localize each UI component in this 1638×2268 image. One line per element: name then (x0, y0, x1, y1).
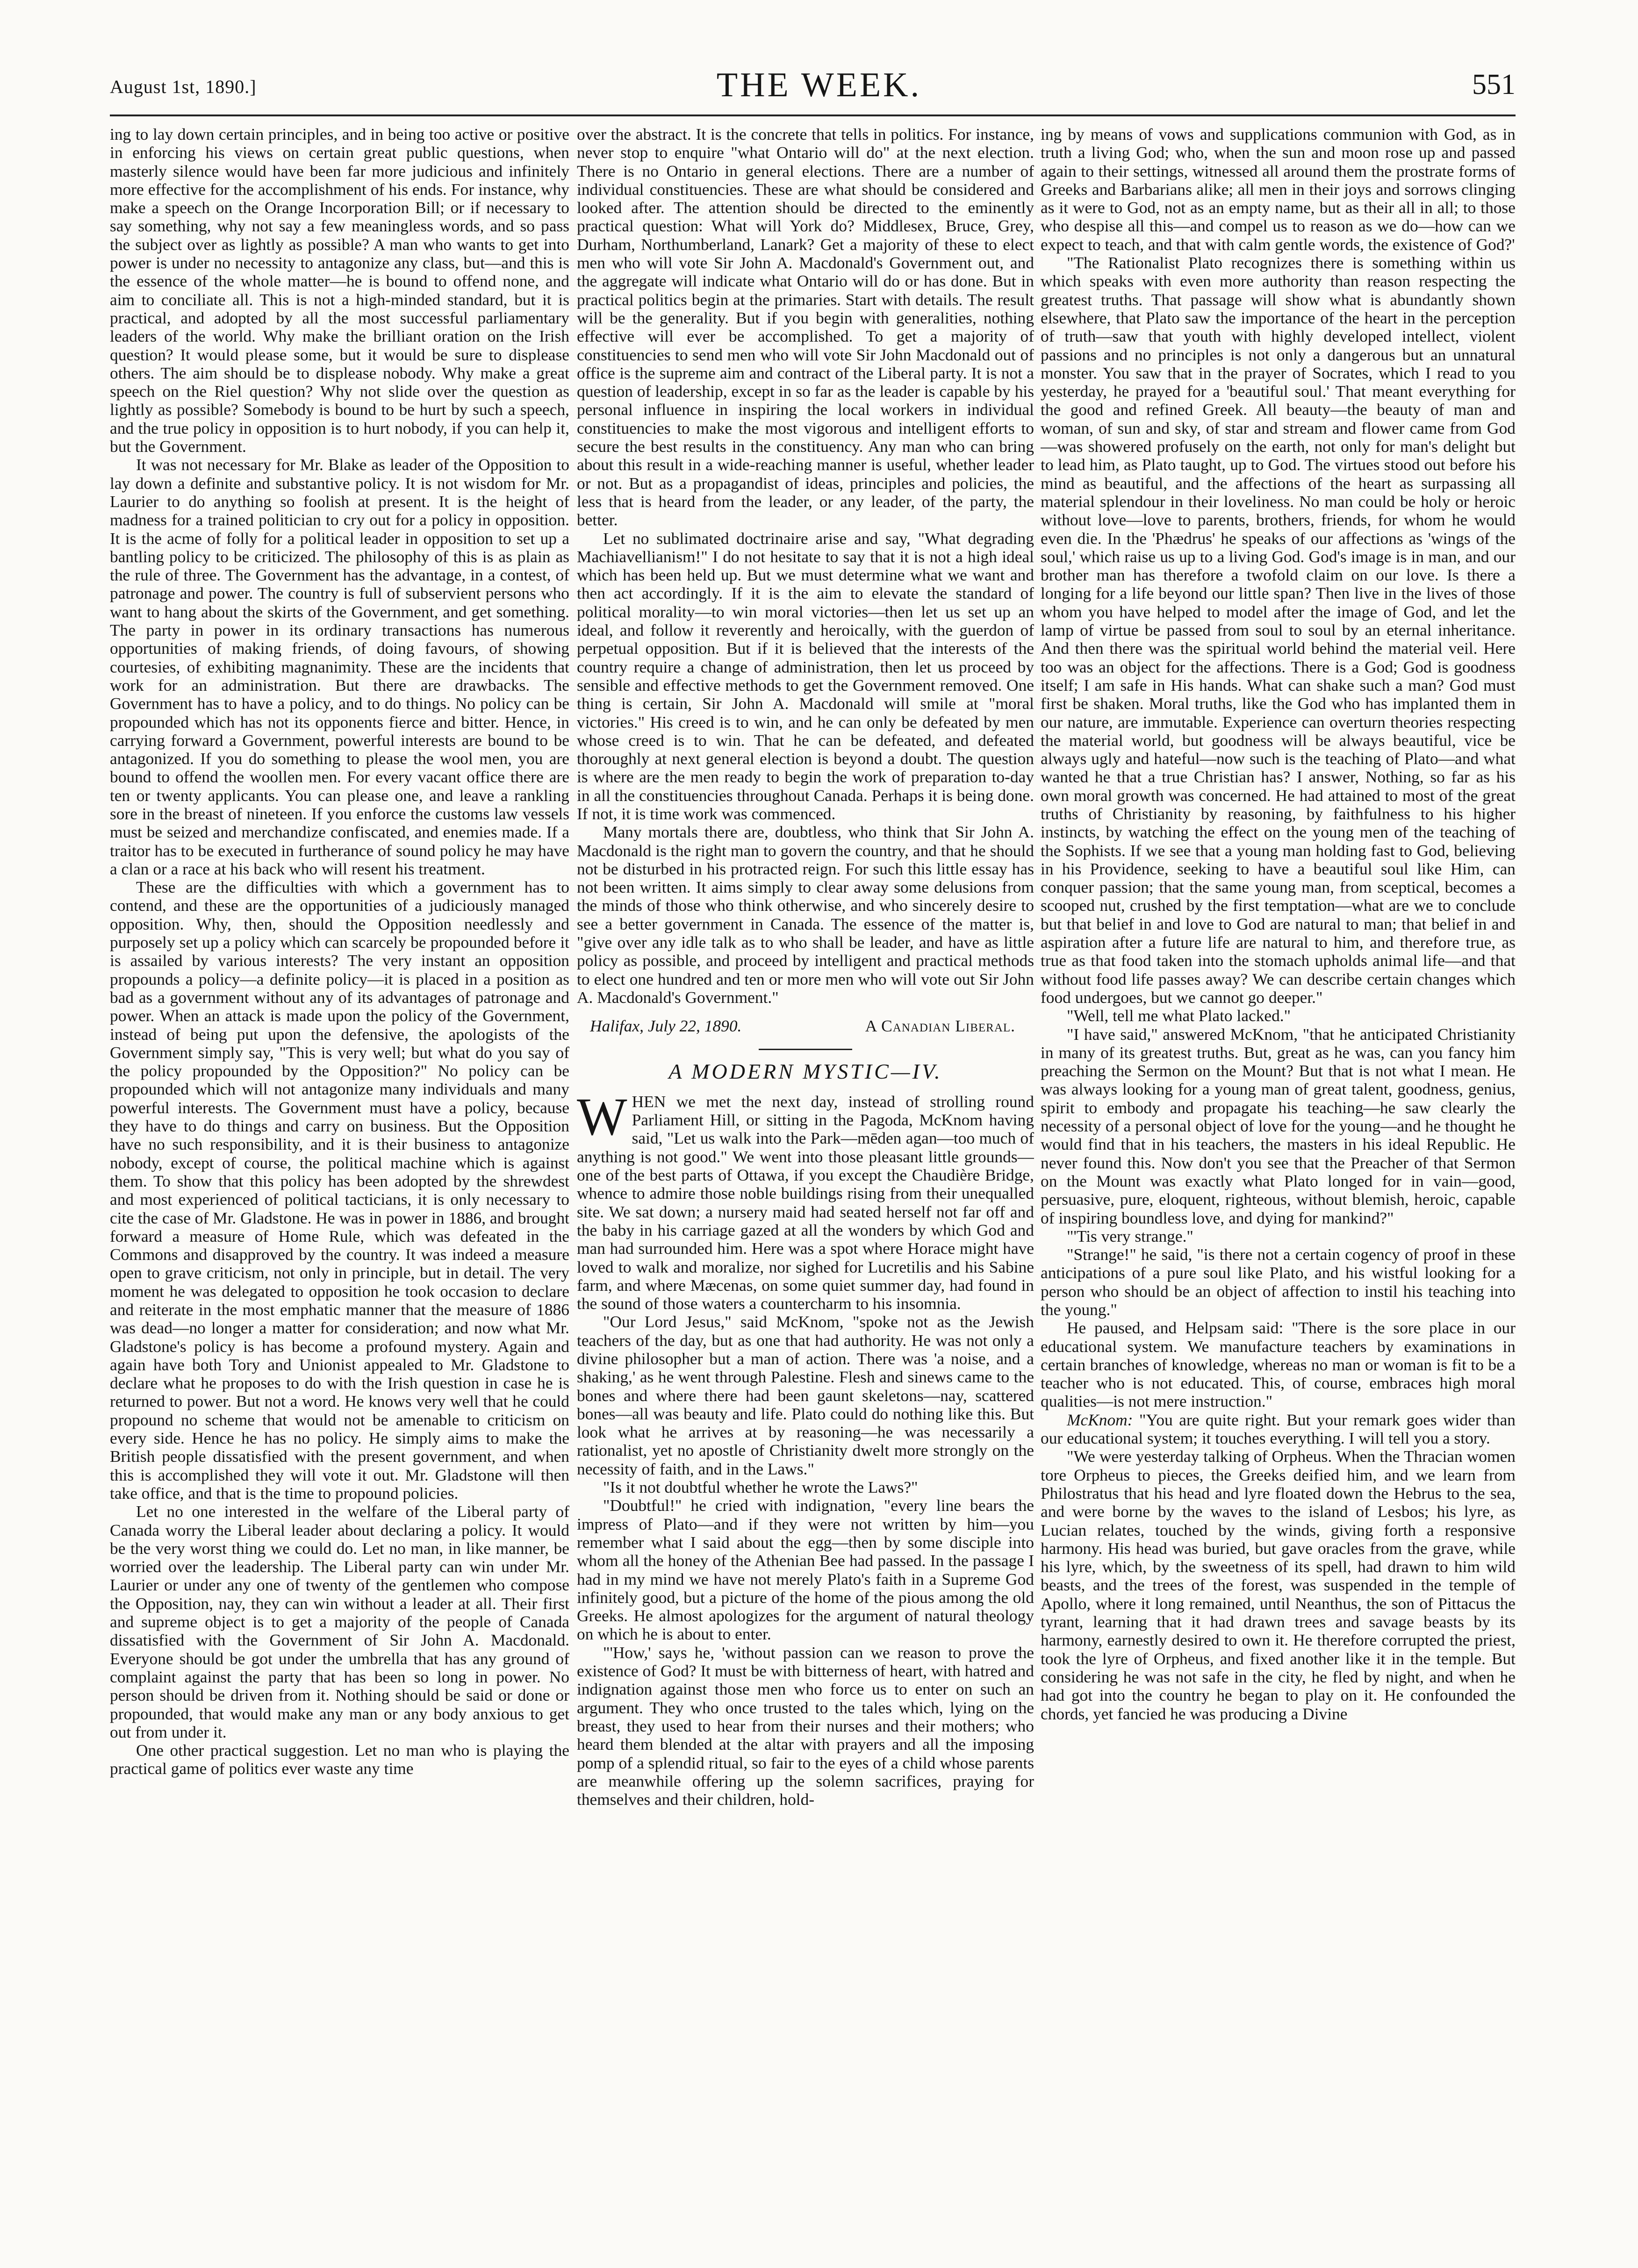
paragraph: "I have said," answered McKnom, "that he anticipated Christianity in many of its greatest truths. But, great as he was, can you fancy him preaching the Sermon on the Mount? But that is not what I mean. He was always looking for a young man of great talent, goodness, genius, spirit to embody and propagate his teaching—he saw clearly the necessity of a personal object of love for the young—and he thought he would find that in his teachers, the masters in his ideal Republic. He never found this. Now don't you see that the Preacher of that Sermon on the Mount was exactly what Plato longed for in vain—good, persuasive, pure, eloquent, righteous, without blemish, heroic, capable of inspiring boundless love, and dying for mankind?" (1041, 1024, 1516, 1227)
paragraph: over the abstract. It is the concrete that tells in politics. For instance, never stop to enquire "what Ontario will do" at the next election. There is no Ontario in general elections. There are a number of individual constituencies. These are what should be considered and looked after. The attention should be directed to the eminently practical question: What will York do? Middlesex, Bruce, Grey, Durham, Northumberland, Lanark? Get a majority of these to elect men who will vote Sir John A. Macdonald's Government out, and the aggregate will indicate what Ontario will do or has done. But in practical politics begin at the primaries. Start with details. The result will be the generality. But if you begin with generalities, nothing effective will ever be accomplished. To get a majority of constituencies to send men who will vote Sir John Macdonald out of office is the supreme aim and contract of the Liberal party. It is not a question of leadership, except in so far as the leader is capable by his personal influence in inspiring the local workers in individual constituencies to make the most vigorous and intelligent efforts to secure the best results in the constituency. Any man who can bring about this result in a wide-reaching manner is useful, whether leader or not. But as a propagandist of ideas, principles and policies, the less that is heard from the leader, or any leader, of the party, the better. (577, 125, 1034, 529)
page-number: 551 (1472, 69, 1516, 100)
paragraph: These are the difficulties with which a government has to contend, and these are the opportunities of a judiciously managed opposition. Why, then, should the Opposition needlessly and purposely set up a policy which can scarcely be propounded before it is assailed by various interests? The very instant an opposition propounds a policy—a definite policy—it is placed in a position as bad as a government without any of its advantages of patronage and power. When an attack is made upon the policy of the Government, instead of being put upon the defensive, the apologists of the Government simply say, "This is very well; but what do you say of the policy propounded by the Opposition?" No policy can be propounded which will not antagonize many individuals and many powerful interests. The Government must have a policy, because they have to do things and carry on business. But the Opposition have no such responsibility, and it is their business to antagonize nobody, except of course, the political machine which is against them. To show that this policy has been adopted by the shrewdest and most experienced of political tacticians, it is only necessary to cite the case of Mr. Gladstone. He was in power in 1886, and brought forward a measure of Home Rule, which was defeated in the Commons and disapproved by the country. It was indeed a measure open to grave criticism, not only in principle, but in detail. The very moment he was delegated to opposition he took occasion to declare and reiterate in the most emphatic manner that the measure of 1886 was dead—no longer a matter for consideration; and now what Mr. Gladstone's policy is has become a profound mystery. Again and again have both Tory and Unionist appealed to Mr. Gladstone to declare what he proposes to do with the Irish question in case he is returned to power. But not a word. He knows very well that he could propound no scheme that would not be amenable to criticism on every side. Hence he has no policy. He simply aims to make the British people dissatisfied with the present government, and when this is accomplished they will vote it out. Mr. Gladstone will then take office, and that is the time to propound policies. (110, 878, 569, 1502)
paragraph: "Well, tell me what Plato lacked." (1067, 1006, 1291, 1025)
paragraph: ing by means of vows and supplications communion with God, as in truth a living God; who, when the sun and moon rose up and passed again to their settings, witnessed all around them the prostrate forms of Greeks and Barbarians alike; all men in their joys and sorrows clinging as it were to God, not as an empty name, but as their all in all; to those who despise all this—and compel us to reason as we do—how can we expect to teach, and that with calm gentle words, the existence of God?' (1041, 125, 1516, 254)
paragraph: "The Rationalist Plato recognizes there is something within us which speaks with even more authority than reason respecting the greatest truths. That passage will show what is abundantly shown elsewhere, that Plato saw the importance of the heart in the perception of truth—saw that youth with highly developed intellect, violent passions and no principles is not only a dangerous but an unnatural monster. You saw that in the prayer of Socrates, which I read to you yesterday, he prayed for a 'beautiful soul.' That meant everything for the good and refined Greek. All beauty—the beauty of man and woman, of sun and sky, of star and stream and flower came from God—was showered profusely on the earth, not only for man's delight but to lead him, as Plato taught, up to God. The virtues stood out before his mind as beautiful, and the affections of the heart as surpassing all material splendour in their loveliness. No man could be holy or heroic without love—love to parents, brothers, friends, for whom he would even die. In the 'Phædrus' he speaks of our affections as 'wings of the soul,' which raise us up to a living God. God's image is in man, and our brother man has therefore a twofold claim on our love. Is there a longing for a life beyond our little span? Then live in the lives of those whom you have helped to model after the image of God, and let the lamp of virtue be passed from soul to soul by an eternal inheritance. And then there was the spiritual world behind the material veil. Here too was an object for the affections. There is a God; God is goodness itself; I am safe in His hands. What can shake such a man? God must first be shaken. Moral truths, like the God who has implanted them in our nature, are immutable. Experience can overturn theories respecting the material world, but goodness will be always beautiful, vice be always ugly and hateful—now such is the teaching of Plato—and what wanted he that a true Christian has? I answer, Nothing, so far as his own moral growth was concerned. He had attained to most of the great truths of Christianity by reasoning, by faithfulness to his higher instincts, by watching the effect on the young men of the teaching of the Sophists. If we see that a young man holding fast to God, believing in his Providence, seeking to have a beautiful soul like Him, can conquer passion; that the same young man, from sceptical, becomes a scooped nut, crushed by the first temptation—what are we to conclude but that belief in and love to God are natural to man; that belief in and aspiration after a future life are natural to him, and therefore true, as true as that food taken into the stomach upholds animal life—and that without food life passes away? We can describe certain changes which food undergoes, but we cannot go deeper." (1041, 253, 1516, 1007)
signature-place-date: Halifax, July 22, 1890. (590, 1016, 742, 1036)
paragraph: One other practical suggestion. Let no man who is playing the practical game of politics ever waste any time (110, 1741, 569, 1778)
issue-date: August 1st, 1890.] (110, 76, 257, 97)
paragraph: Many mortals there are, doubtless, who think that Sir John A. Macdonald is the right man to govern the country, and that he should not be disturbed in his protracted reign. For such this little essay has not been written. It aims simply to clear away some delusions from the minds of those who think otherwise, and who sincerely desire to see a better government in Canada. The essence of the matter is, "give over any idle talk as to who shall be leader, and have as little policy as possible, and proceed by intelligent and practical methods to elect one hundred and ten or more men who will vote out Sir John A. Macdonald's Government." (577, 823, 1034, 1007)
article-signature (577, 1017, 1034, 1035)
paragraph: "'Tis very strange." (1067, 1226, 1193, 1245)
page-header (0, 0, 1638, 107)
paragraph: It was not necessary for Mr. Blake as leader of the Opposition to lay down a definite and substantive policy. It is not wisdom for Mr. Laurier to do anything so foolish at present. It is the height of madness for a trained politician to cry out for a policy in opposition. It is the acme of folly for a political leader in opposition to set up a bantling policy to be criticized. The philosophy of this is as plain as the rule of three. The Government has the advantage, in a contest, of patronage and power. The country is full of subservient persons who want to hang about the skirts of the Government, and get something. The party in power in its ordinary transactions has numerous opportunities of making friends, of doing favours, of showing courtesies, of exhibiting magnanimity. These are the incidents that work for an administration. But there are drawbacks. The Government has to have a policy, and to do things. No policy can be propounded which has not its opponents fierce and bitter. Hence, in carrying forward a Government, powerful interests are bound to be antagonized. If you do something to please the wool men, you are bound to offend the woollen men. For every vacant office there are ten or twenty applicants. You can please one, and leave a rankling sore in the breast of nineteen. If you enforce the customs law vessels must be seized and merchandize confiscated, and enemies made. If a traitor has to be executed in furtherance of sound policy he may have a clan or a race at his back who will resent his treatment. (110, 455, 569, 878)
publication-title: THE WEEK. (716, 66, 922, 104)
paragraph: "We were yesterday talking of Orpheus. When the Thracian women tore Orpheus to pieces, the Greeks deified him, and we learn from Philostratus that his head and lyre floated down the Hebrus to the sea, and were borne by the waves to the island of Lesbos; his lyre, as Lucian relates, touched by the winds, giving forth a responsive harmony. His head was buried, but gave oracles from the grave, while his lyre, which, by the sweetness of its spell, had drawn to him wild beasts, and the trees of the forest, was suspended in the temple of Apollo, where it long remained, until Neanthus, the son of Pittacus the tyrant, learning that it had drawn trees and savage beasts by its harmony, earnestly desired to own it. He therefore corrupted the priest, took the lyre of Orpheus, and fixed another like it in the temple. But considering he was not safe in the city, he fled by night, and when he had got into the country he began to play on it. He confounded the chords, yet fancied he was producing a Divine (1041, 1447, 1516, 1723)
paragraph: "Our Lord Jesus," said McKnom, "spoke not as the Jewish teachers of the day, but as one that had authority. He was not only a divine philosopher but a man of action. There was 'a noise, and a shaking,' as he went through Palestine. Flesh and sinews came to the bones and where there had been gaunt skeletons—nay, scattered bones—all was beauty and life. Plato could do nothing like this. But look what he arrives at by reasoning—he was necessarily a rationalist, yet no apostle of Christianity dwelt more strongly on the necessity of faith, and in the Laws." (577, 1312, 1034, 1478)
paragraph-text: "You are quite right. But your remark goes wider than our educational system; it touches everything. I will tell you a story. (1041, 1410, 1516, 1448)
speaker-label: McKnom: (1067, 1410, 1133, 1429)
paragraph (577, 1087, 1034, 1313)
paragraph (1041, 1411, 1516, 1448)
column-1 (110, 125, 569, 2256)
section-divider (759, 1049, 852, 1050)
paragraph: He paused, and Helpsam said: "There is the sore place in our educational system. We manufacture teachers by examinations in certain branches of knowledge, whereas no man or woman is fit to be a teacher who is not educated. This, of course, embraces high moral qualities—is not mere instruction." (1041, 1318, 1516, 1411)
paragraph: "Is it not doubtful whether he wrote the Laws?" (603, 1478, 918, 1497)
drop-cap: W (577, 1087, 627, 1146)
paragraph: ing to lay down certain principles, and in being too active or positive in enforcing his views on certain great public questions, when masterly silence would have been far more judicious and infinitely more effective for the accomplishment of his ends. For instance, why make a speech on the Orange Incorporation Bill; or if necessary to say something, why not say a few meaningless words, and so pass the subject over as lightly as possible? A man who wants to get into power is under no necessity to antagonize any class, but—and this is the essence of the whole matter—he is bound to offend none, and aim to conciliate all. This is not a high-minded standard, but it is practical, and adopted by all the most successful parliamentary leaders of the world. Why make the brilliant oration on the Irish question? It would please some, but it would be sure to displease others. The aim should be to displease nobody. Why make a great speech on the Riel question? Why not slide over the question as lightly as possible? Somebody is bound to be hurt by such a speech, and the true policy in opposition is to hurt nobody, if you can help it, but the Government. (110, 125, 569, 456)
paragraph: "Strange!" he said, "is there not a certain cogency of proof in these anticipations of a pure soul like Plato, and his wistful looking for a person who should be an object of affection to instil his teaching into the young." (1041, 1245, 1516, 1319)
paragraph-text: HEN we met the next day, instead of strolling round Parliament Hill, or sitting in the Pagoda, McKnom having said, "Let us walk into the Park—mēden agan—too much of anything is not good." We went into those pleasant little grounds—one of the best parts of Ottawa, if you except the Chaudière Bridge, whence to admire those noble buildings rising from their unequalled site. We sat down; a nursery maid had seated herself not far off and the baby in his carriage gazed at all the wonders by which God and man had surrounded him. Here was a spot where Horace might have loved to walk and moralize, nor sighed for Lucretilis and his Sabine farm, and where Mæcenas, on some quiet summer day, had found in the sound of those waters a countercharm to his insomnia. (577, 1092, 1034, 1313)
column-3 (1041, 125, 1516, 2256)
header-rule (110, 114, 1516, 116)
signature-author: A Canadian Liberal. (865, 1016, 1015, 1036)
paragraph: Let no one interested in the welfare of the Liberal party of Canada worry the Liberal leader about declaring a policy. It would be the very worst thing we could do. Let no man, in like manner, be worried over the leadership. The Liberal party can win under Mr. Laurier or under any one of twenty of the gentlemen who compose the Opposition, nay, they can win without a leader at all. Their first and supreme object is to get a majority of the people of Canada dissatisfied with the Government of Sir John A. Macdonald. Everyone should be got under the umbrella that has any ground of complaint against the party that has been so long in power. No person should be driven from it. Nothing should be said or done or propounded, that would make any man or any body anxious to get out from under it. (110, 1502, 569, 1741)
paragraph: "'How,' says he, 'without passion can we reason to prove the existence of God? It must be with bitterness of heart, with hatred and indignation against those men who force us to enter on such an argument. They who once trusted to the tales which, lying on the breast, they used to hear from their nurses and their mothers; who heard them blended at the altar with prayers and all the imposing pomp of a splendid ritual, so fair to the eyes of a child whose parents are meanwhile offering up the solemn sacrifices, praying for themselves and their children, hold- (577, 1643, 1034, 1809)
paragraph: "Doubtful!" he cried with indignation, "every line bears the impress of Plato—and if they were not written by him—you remember what I said about the egg—then by some disciple into whom all the honey of the Athenian Bee had passed. In the passage I had in my mind we have not merely Plato's faith in a Supreme God infinitely good, but a picture of the home of the pious among the old Greeks. He almost apologizes for the argument of natural theology on which he is about to enter. (577, 1496, 1034, 1644)
paragraph: Let no sublimated doctrinaire arise and say, "What degrading Machiavellianism!" I do not hesitate to say that it is not a high ideal which has been held up. But we must determine what we want and then act accordingly. If it is the aim to elevate the standard of political morality—to win moral victories—then let us set up an ideal, and follow it reverently and heroically, with the guerdon of perpetual opposition. But if it is believed that the interests of the country require a change of administration, then let us proceed by sensible and effective methods to get the Government removed. One thing is certain, Sir John A. Macdonald will smile at "moral victories." His creed is to win, and he can only be defeated by men whose creed is to win. That he can be defeated, and defeated thoroughly at next general election is beyond a doubt. The question is where are the men ready to begin the work of preparation to-day in all the constituencies throughout Canada. Perhaps it is being done. If not, it is time work was commenced. (577, 529, 1034, 823)
column-2 (577, 125, 1034, 2256)
article-title: A MODERN MYSTIC—IV. (668, 1059, 942, 1083)
